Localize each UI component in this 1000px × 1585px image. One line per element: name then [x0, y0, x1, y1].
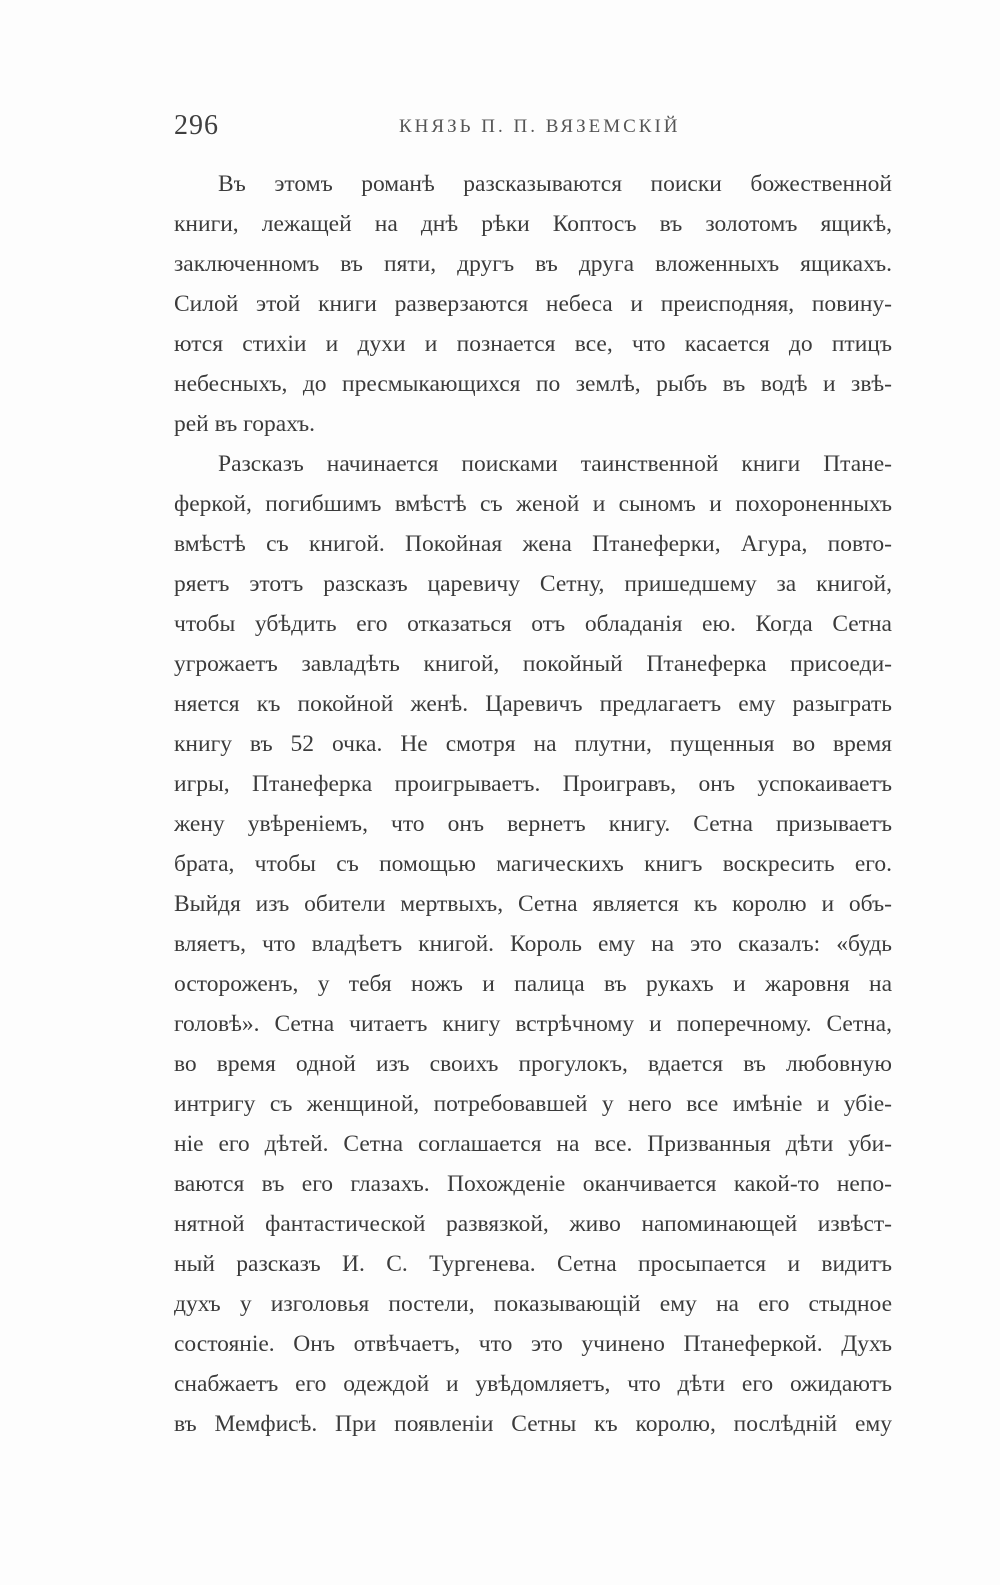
text-line: во время одной изъ своихъ прогулокъ, вдается въ любовную [174, 1051, 892, 1077]
text-line: няется къ покойной женѣ. Царевичъ предлагаетъ ему разыграть [174, 691, 892, 717]
text-line: состояніе. Онъ отвѣчаетъ, что это учинено Птанеферкой. Духъ [174, 1331, 892, 1357]
text-line: феркой, погибшимъ вмѣстѣ съ женой и сыномъ и похороненныхъ [174, 491, 892, 517]
text-line: рей въ горахъ. [174, 411, 316, 437]
text-line: книги, лежащей на днѣ рѣки Коптосъ въ золотомъ ящикѣ, [174, 211, 892, 237]
text-line: ный разсказъ И. С. Тургенева. Сетна просыпается и видитъ [174, 1251, 892, 1277]
text-line: вмѣстѣ съ книгой. Покойная жена Птанеферки, Агура, повто- [174, 531, 892, 557]
text-line: духъ у изголовья постели, показывающій ему на его стыдное [174, 1291, 892, 1317]
text-line: Разсказъ начинается поисками таинственной книги Птане- [218, 451, 892, 477]
text-line: вляетъ, что владѣетъ книгой. Король ему на это сказалъ: «будь [174, 931, 892, 957]
text-line: книгу въ 52 очка. Не смотря на плутни, пущенныя во время [174, 731, 892, 757]
text-line: въ Мемфисѣ. При появленіи Сетны къ королю, послѣдній ему [174, 1411, 892, 1437]
page-number: 296 [174, 110, 219, 141]
text-line: чтобы убѣдить его отказаться отъ обладанія ею. Когда Сетна [174, 611, 892, 637]
body-text [174, 164, 892, 1444]
text-line: остороженъ, у тебя ножъ и палица въ рукахъ и жаровня на [174, 971, 892, 997]
text-line: игры, Птанеферка проигрываетъ. Проигравъ, онъ успокаиваетъ [174, 771, 892, 797]
text-line: жену увѣреніемъ, что онъ вернетъ книгу. Сетна призываетъ [174, 811, 892, 837]
text-line: Выйдя изъ обители мертвыхъ, Сетна является къ королю и объ- [174, 891, 892, 917]
text-line: головѣ». Сетна читаетъ книгу встрѣчному и поперечному. Сетна, [174, 1011, 892, 1037]
text-line: заключенномъ въ пяти, другъ въ друга вложенныхъ ящикахъ. [174, 251, 892, 277]
running-title: КНЯЗЬ П. П. ВЯЗЕМСКІЙ [399, 116, 681, 137]
text-line: небесныхъ, до пресмыкающихся по землѣ, рыбъ въ водѣ и звѣ- [174, 371, 892, 397]
text-line: брата, чтобы съ помощью магическихъ книгъ воскресить его. [174, 851, 892, 877]
text-line: угрожаетъ завладѣть книгой, покойный Птанеферка присоеди- [174, 651, 892, 677]
text-line: ваются въ его глазахъ. Похожденіе оканчивается какой-то непо- [174, 1171, 892, 1197]
text-line: ряетъ этотъ разсказъ царевичу Сетну, пришедшему за книгой, [174, 571, 892, 597]
text-line: ются стихіи и духи и познается все, что касается до птицъ [174, 331, 892, 357]
running-head [174, 110, 894, 150]
text-line: Въ этомъ романѣ разсказываются поиски божественной [218, 171, 892, 197]
text-line: Силой этой книги разверзаются небеса и преисподняя, повину- [174, 291, 892, 317]
text-line: снабжаетъ его одеждой и увѣдомляетъ, что дѣти его ожидаютъ [174, 1371, 892, 1397]
text-line: ніе его дѣтей. Сетна соглашается на все. Призванныя дѣти уби- [174, 1131, 892, 1157]
text-line: нятной фантастической развязкой, живо напоминающей извѣст- [174, 1211, 892, 1237]
text-line: интригу съ женщиной, потребовавшей у него все имѣніе и убіе- [174, 1091, 892, 1117]
